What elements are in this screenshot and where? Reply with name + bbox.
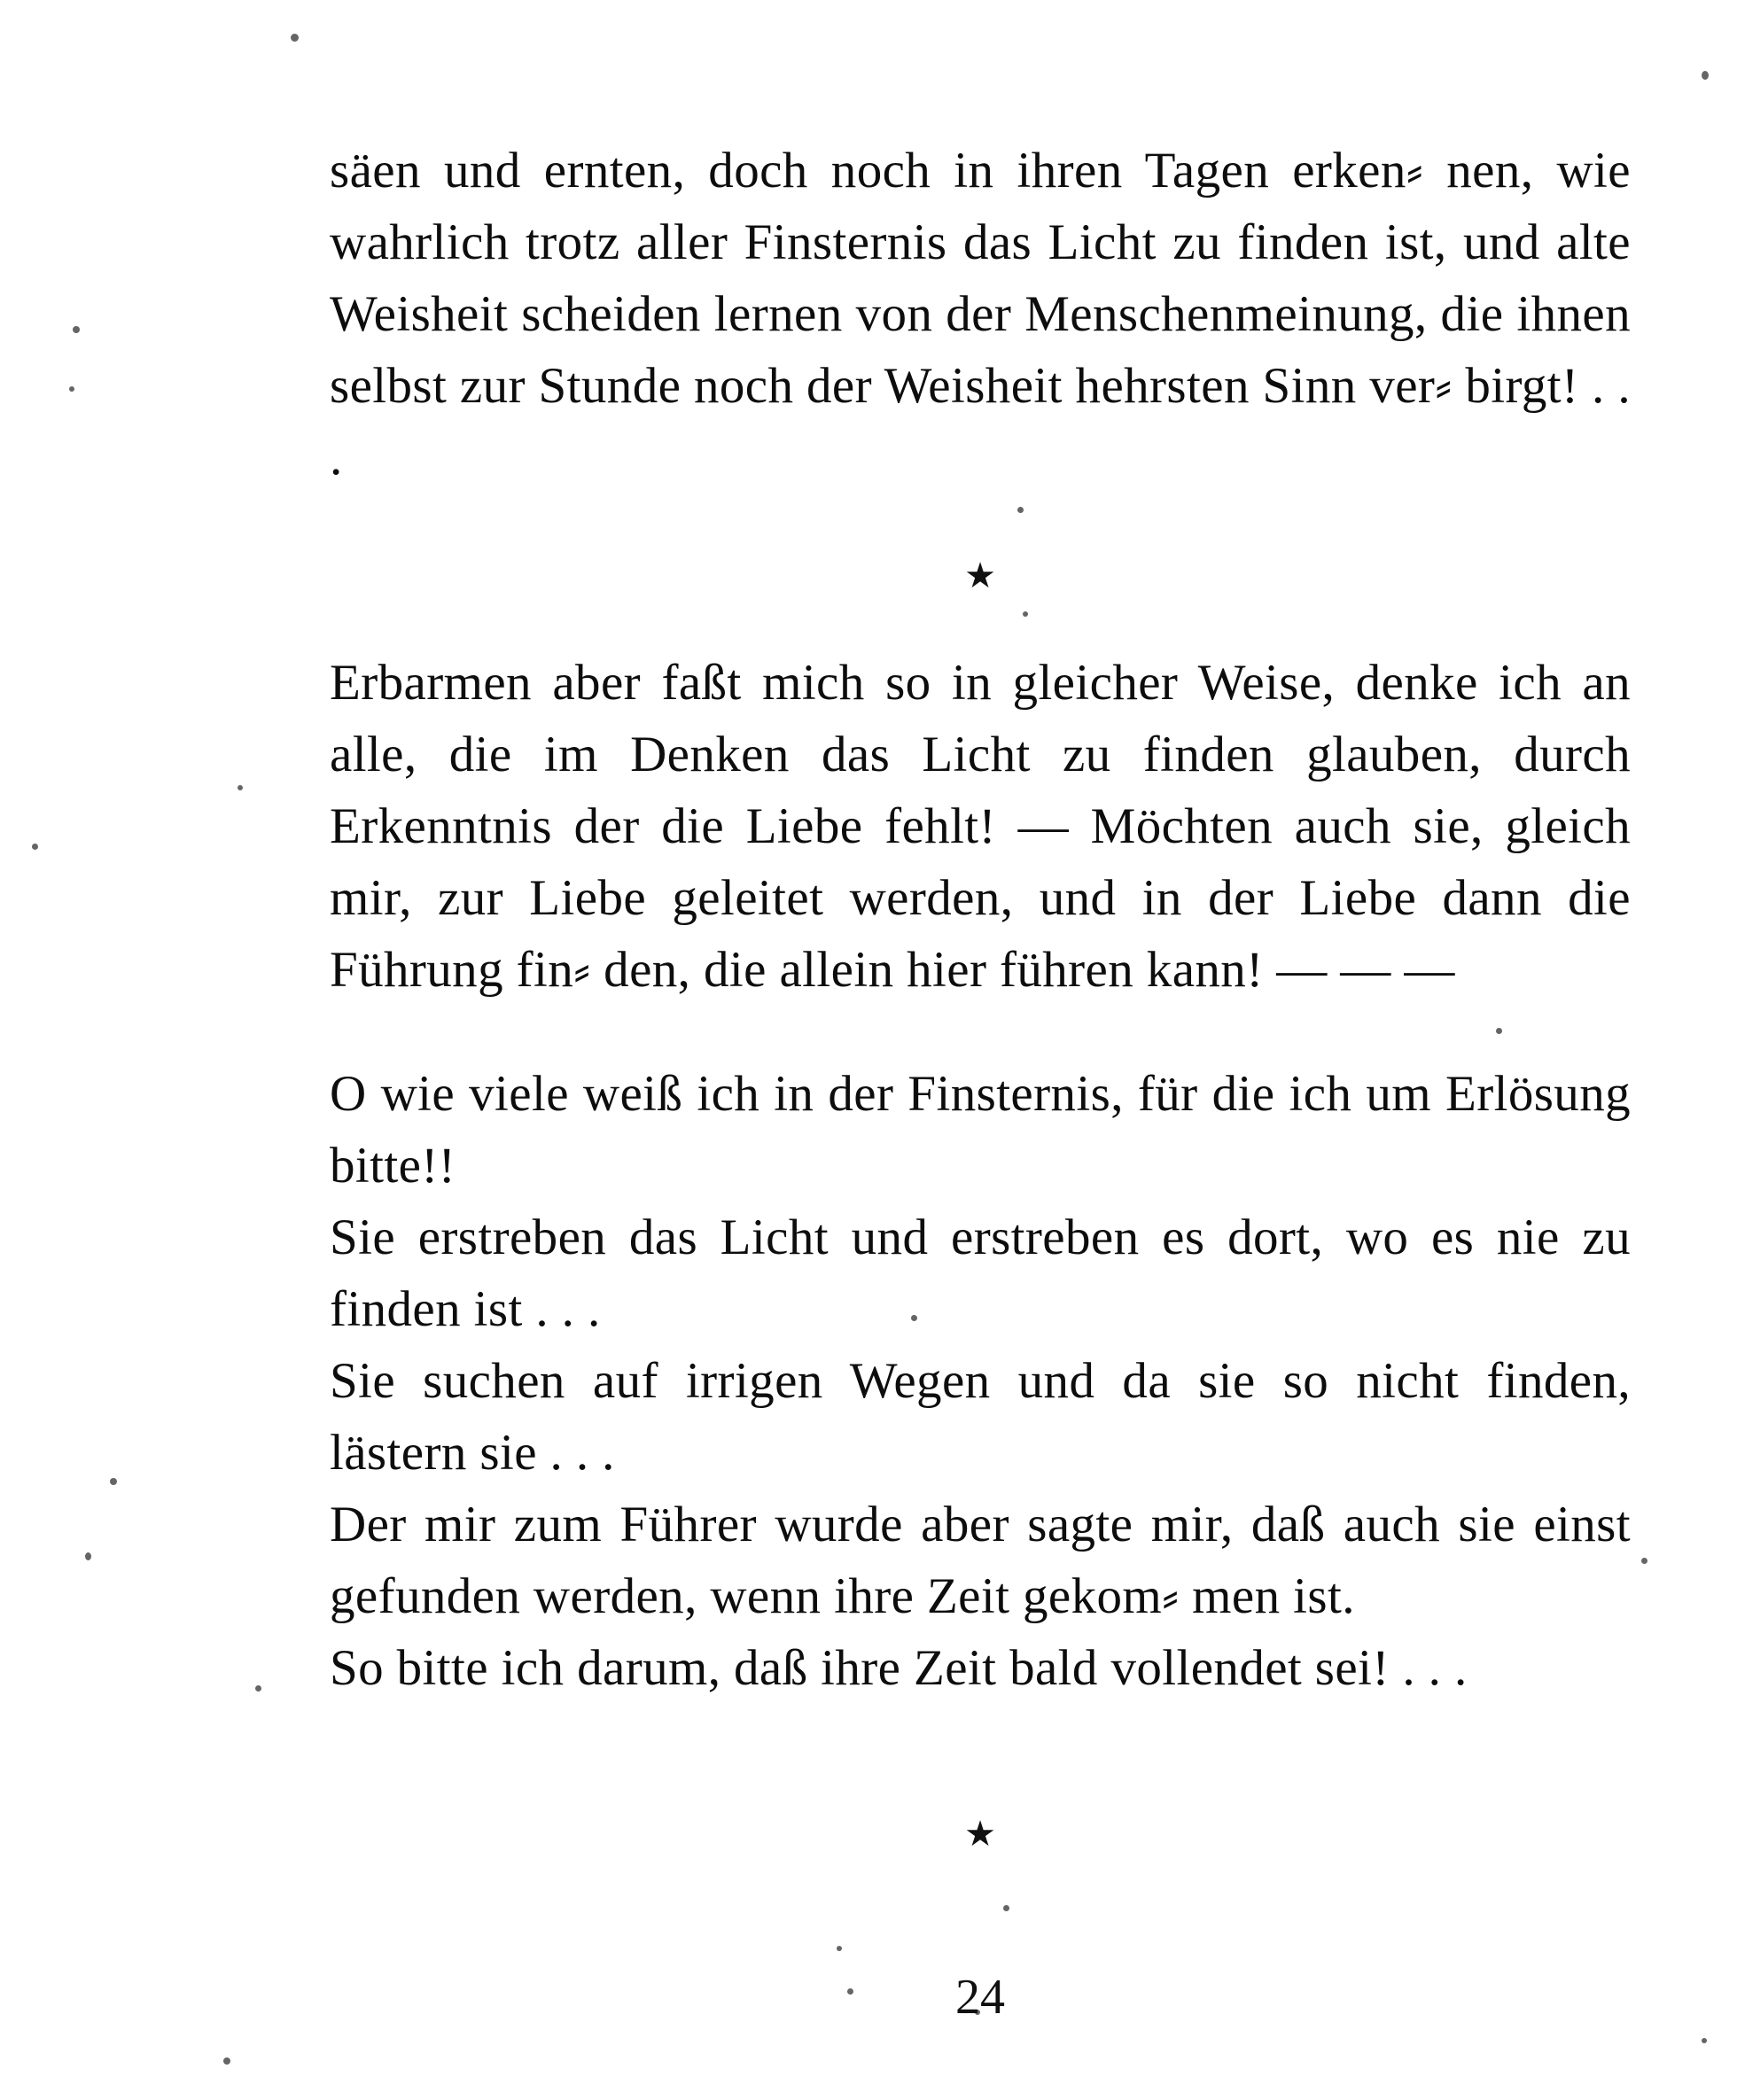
scan-speck: [1003, 1905, 1009, 1911]
scan-speck: [85, 1552, 91, 1560]
line-item: Sie erstreben das Licht und erstreben es dort, wo es nie zu finden ist . . .: [330, 1209, 1631, 1337]
scan-speck: [1023, 611, 1028, 617]
scan-speck: [69, 386, 74, 392]
star-separator-icon: ★: [964, 1814, 996, 1854]
line-item: O wie viele weiß ich in der Finsternis, für die ich um Erlösung bitte!!: [330, 1066, 1631, 1194]
scan-speck: [291, 34, 299, 42]
scan-speck: [223, 2057, 230, 2065]
scan-speck: [1702, 71, 1709, 80]
page-number: 24: [955, 1970, 1005, 2025]
scan-speck: [238, 785, 243, 790]
scan-speck: [1702, 2038, 1707, 2043]
paragraph-text: säen und ernten, doch noch in ihren Tagen erken⸗ nen, wie wahrlich trotz aller Finsternis das Licht zu finden ist, und alte Weisheit scheiden lernen von der Menschenmeinung, die ihnen selbst zur Stunde noch der Weisheit hehrsten Sinn ver⸗ birgt! . . .: [330, 143, 1631, 486]
paragraph-text: Erbarmen aber faßt mich so in gleicher Weise, denke ich an alle, die im Denken das Licht zu finden glauben, durch Erkenntnis der die Liebe fehlt! — Möchten auch sie, gleich mir, zur Liebe geleitet werden, und in der Liebe dann die Führung fin⸗ den, die allein hier führen kann! — — —: [330, 655, 1631, 998]
scan-speck: [255, 1685, 261, 1692]
line-item: Der mir zum Führer wurde aber sagte mir, daß auch sie einst gefunden werden, wenn ihre Zeit gekom⸗ men ist.: [330, 1497, 1631, 1624]
line-item: So bitte ich darum, daß ihre Zeit bald vollendet sei! . . .: [330, 1640, 1468, 1696]
scan-speck: [1017, 507, 1024, 513]
scan-speck: [32, 844, 38, 850]
scan-speck: [1641, 1558, 1647, 1564]
body-line-block: [330, 1058, 1631, 1704]
body-paragraph-1: [330, 135, 1631, 494]
scan-speck: [1496, 1028, 1502, 1034]
scan-speck: [110, 1478, 117, 1485]
scan-speck: [837, 1946, 842, 1951]
scan-speck: [73, 326, 80, 333]
line-item: Sie suchen auf irrigen Wegen und da sie so nicht finden, lästern sie . . .: [330, 1353, 1631, 1481]
body-paragraph-2: [330, 647, 1631, 1006]
star-separator-icon: ★: [964, 556, 996, 595]
